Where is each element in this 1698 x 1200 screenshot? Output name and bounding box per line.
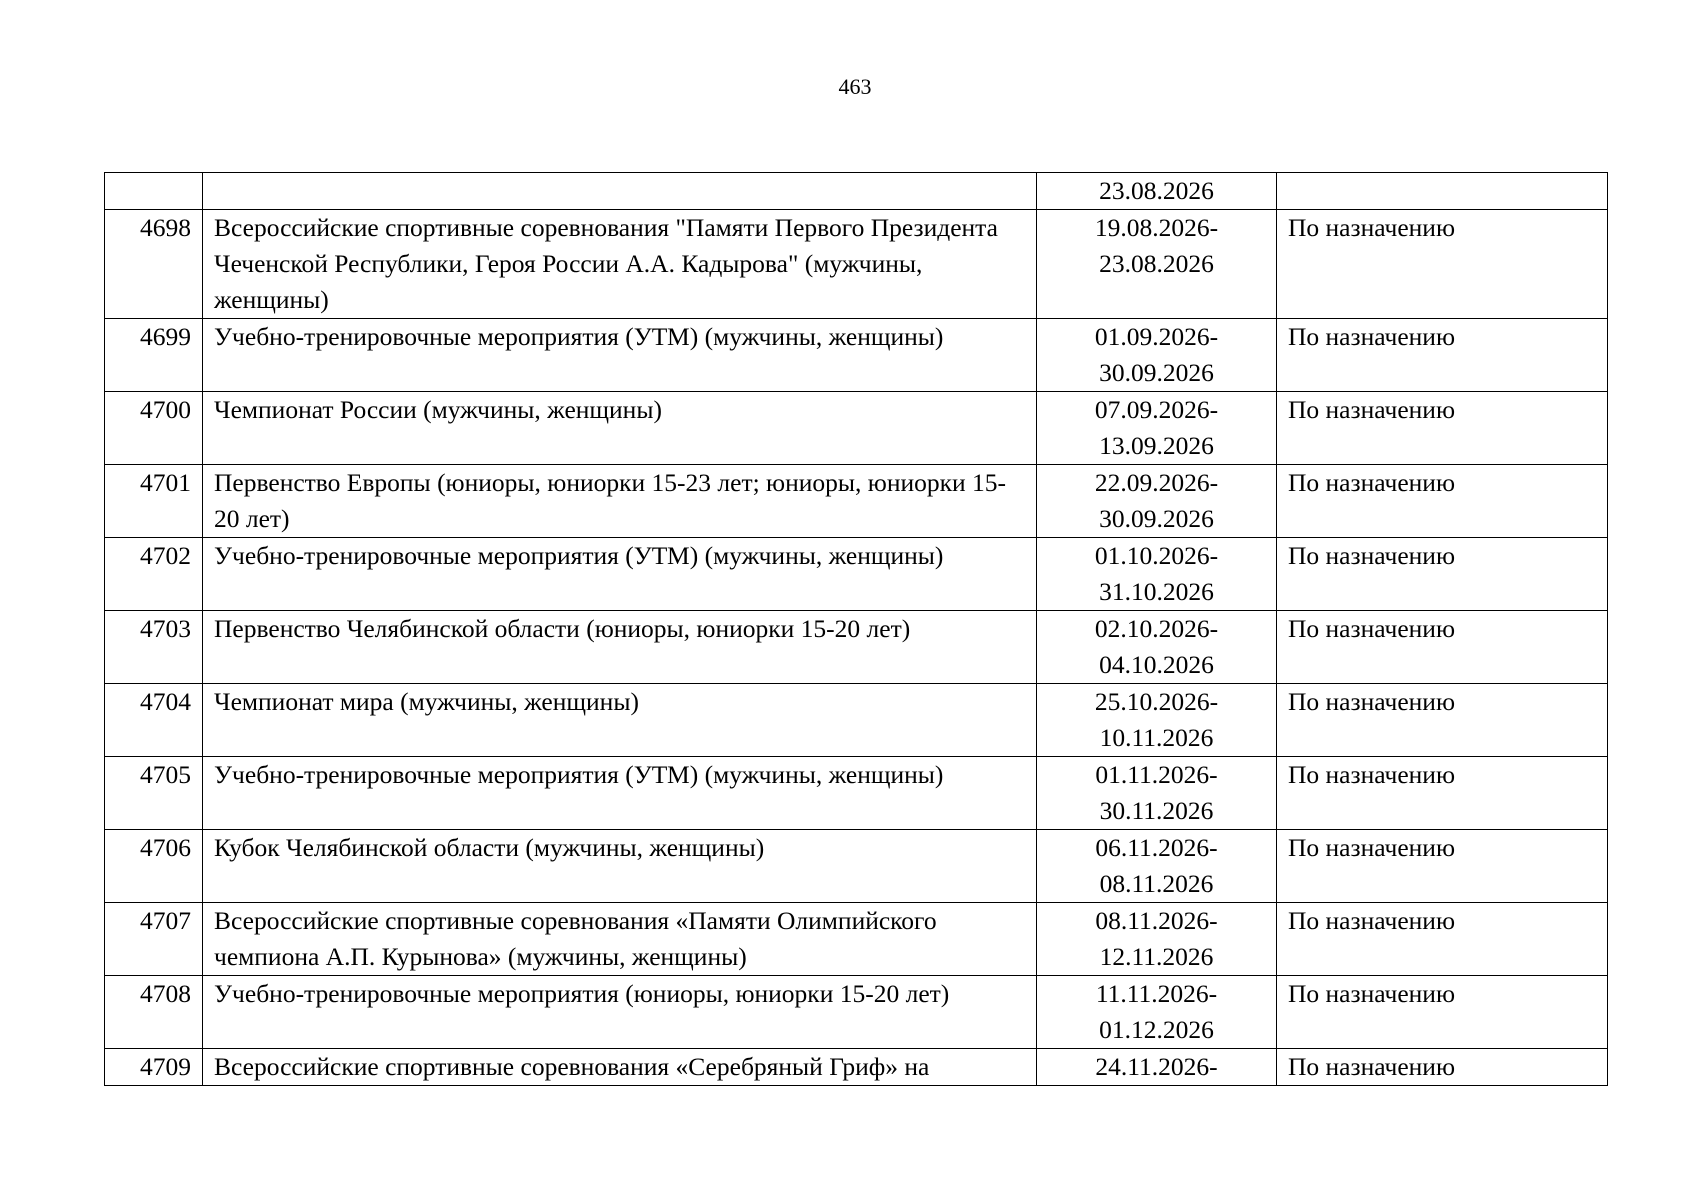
event-place-cell: По назначению [1277, 210, 1608, 319]
event-place-cell [1277, 173, 1608, 210]
event-dates-cell: 07.09.2026- 13.09.2026 [1037, 392, 1277, 465]
event-name-cell: Кубок Челябинской области (мужчины, женщины) [203, 830, 1037, 903]
event-dates-cell: 01.09.2026- 30.09.2026 [1037, 319, 1277, 392]
table-row [105, 903, 1608, 976]
event-place-cell: По назначению [1277, 319, 1608, 392]
event-place-cell: По назначению [1277, 392, 1608, 465]
row-number-cell: 4702 [105, 538, 203, 611]
row-number-cell: 4709 [105, 1049, 203, 1086]
row-number-cell [105, 173, 203, 210]
event-place-cell: По назначению [1277, 757, 1608, 830]
table-row [105, 976, 1608, 1049]
event-place-cell: По назначению [1277, 465, 1608, 538]
table-row [105, 210, 1608, 319]
event-dates-cell: 11.11.2026- 01.12.2026 [1037, 976, 1277, 1049]
event-dates-cell: 02.10.2026- 04.10.2026 [1037, 611, 1277, 684]
event-dates-cell: 25.10.2026- 10.11.2026 [1037, 684, 1277, 757]
event-place-cell: По назначению [1277, 538, 1608, 611]
table-row [105, 392, 1608, 465]
event-place-cell: По назначению [1277, 903, 1608, 976]
event-dates-cell: 08.11.2026- 12.11.2026 [1037, 903, 1277, 976]
events-table-body [105, 173, 1608, 1086]
event-name-cell: Первенство Европы (юниоры, юниорки 15-23 лет; юниоры, юниорки 15-20 лет) [203, 465, 1037, 538]
event-dates-cell: 01.11.2026- 30.11.2026 [1037, 757, 1277, 830]
event-name-cell: Всероссийские спортивные соревнования «Серебряный Гриф» на [203, 1049, 1037, 1086]
row-number-cell: 4707 [105, 903, 203, 976]
row-number-cell: 4706 [105, 830, 203, 903]
event-name-cell: Учебно-тренировочные мероприятия (юниоры, юниорки 15-20 лет) [203, 976, 1037, 1049]
page-number: 463 [838, 74, 872, 99]
event-name-cell: Чемпионат России (мужчины, женщины) [203, 392, 1037, 465]
table-row [105, 830, 1608, 903]
event-place-cell: По назначению [1277, 684, 1608, 757]
table-row [105, 611, 1608, 684]
table-row [105, 538, 1608, 611]
event-dates-cell: 19.08.2026- 23.08.2026 [1037, 210, 1277, 319]
row-number-cell: 4700 [105, 392, 203, 465]
event-place-cell: По назначению [1277, 611, 1608, 684]
event-name-cell [203, 173, 1037, 210]
event-name-cell: Учебно-тренировочные мероприятия (УТМ) (мужчины, женщины) [203, 319, 1037, 392]
event-dates-cell: 22.09.2026- 30.09.2026 [1037, 465, 1277, 538]
event-name-cell: Учебно-тренировочные мероприятия (УТМ) (мужчины, женщины) [203, 757, 1037, 830]
table-row [105, 1049, 1608, 1086]
event-name-cell: Всероссийские спортивные соревнования «Памяти Олимпийского чемпиона А.П. Курынова» (мужчины, женщины) [203, 903, 1037, 976]
event-dates-cell: 06.11.2026- 08.11.2026 [1037, 830, 1277, 903]
event-name-cell: Учебно-тренировочные мероприятия (УТМ) (мужчины, женщины) [203, 538, 1037, 611]
event-dates-cell: 23.08.2026 [1037, 173, 1277, 210]
event-dates-cell: 24.11.2026- [1037, 1049, 1277, 1086]
event-place-cell: По назначению [1277, 830, 1608, 903]
row-number-cell: 4703 [105, 611, 203, 684]
event-name-cell: Всероссийские спортивные соревнования "Памяти Первого Президента Чеченской Республики, Героя России А.А. Кадырова" (мужчины, женщины) [203, 210, 1037, 319]
row-number-cell: 4708 [105, 976, 203, 1049]
event-name-cell: Чемпионат мира (мужчины, женщины) [203, 684, 1037, 757]
row-number-cell: 4699 [105, 319, 203, 392]
row-number-cell: 4701 [105, 465, 203, 538]
table-row [105, 684, 1608, 757]
row-number-cell: 4704 [105, 684, 203, 757]
table-row [105, 757, 1608, 830]
event-name-cell: Первенство Челябинской области (юниоры, юниорки 15-20 лет) [203, 611, 1037, 684]
event-dates-cell: 01.10.2026- 31.10.2026 [1037, 538, 1277, 611]
row-number-cell: 4705 [105, 757, 203, 830]
events-table [104, 172, 1608, 1086]
event-place-cell: По назначению [1277, 976, 1608, 1049]
table-row [105, 465, 1608, 538]
event-place-cell: По назначению [1277, 1049, 1608, 1086]
row-number-cell: 4698 [105, 210, 203, 319]
table-row [105, 319, 1608, 392]
table-row-continued [105, 173, 1608, 210]
